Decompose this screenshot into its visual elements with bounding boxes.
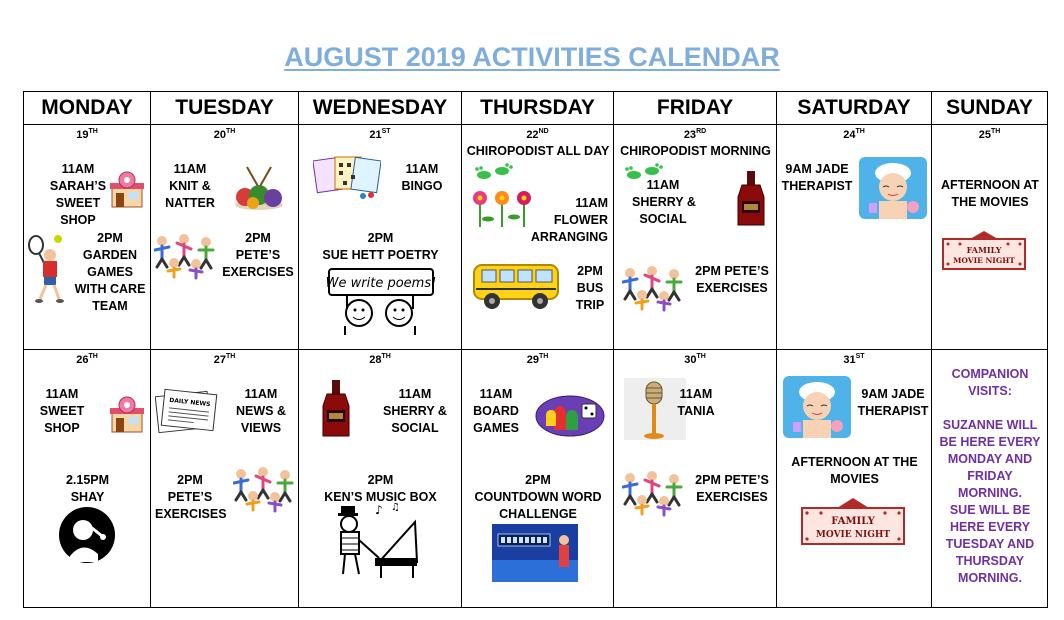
exercise-people-icon [622,265,684,315]
activity-morning: 9AM JADE THERAPIST [781,162,853,193]
day-number: 24TH [843,128,865,141]
day-cell [24,350,151,608]
bus-icon [468,255,564,313]
day-cell [777,125,932,350]
day-number: 28TH [369,353,391,366]
activity-morning: 11AM FLOWER ARRANGING [530,196,608,244]
newspaper-text: DAILY NEWS [168,396,211,409]
day-cell [614,125,777,350]
activity-afternoon: 2PM BUS TRIP [575,264,605,312]
activity-morning-b: 11AM SHERRY & SOCIAL [632,178,696,226]
sherry-bottle-icon [734,169,768,229]
weekday-header: WEDNESDAY [299,92,462,125]
footprints-icon [474,161,514,185]
countdown-show-icon [492,524,578,582]
day-number: 19TH [76,128,98,141]
day-number: 21ST [369,128,391,141]
activity-afternoon: 2PM PETE’S EXERCISES [695,264,769,295]
weekday-header: THURSDAY [462,92,614,125]
movie-night-sign-icon [942,229,1026,273]
svg-text:♪: ♪ [375,503,383,517]
sign-text: FAMILY [831,516,875,527]
svg-text:♫: ♫ [391,502,400,513]
day-cell [24,125,151,350]
activity-morning: 11AM BINGO [401,162,443,193]
weekday-header: FRIDAY [614,92,777,125]
activity-morning: 11AM NEWS & VIEWS [236,387,286,435]
activity-afternoon: 2.15PM SHAY [65,473,110,504]
weekday-header: MONDAY [24,92,151,125]
activity-morning-a: CHIROPODIST MORNING [620,144,771,158]
weekday-header: SUNDAY [932,92,1048,125]
companion-visits-note: COMPANION VISITS: SUZANNE WILL BE HERE EVERY MONDAY AND FRIDAY MORNING. SUE WILL BE HERE EVERY TUESDAY AND THURSDAY MORNING. [939,367,1041,585]
activity-afternoon: 2PM PETE’S EXERCISES [695,473,769,504]
activity-afternoon: AFTERNOON AT THE MOVIES [941,178,1039,209]
day-number: 29TH [526,353,549,366]
exercise-people-icon [622,470,684,520]
day-cell [932,125,1048,350]
sherry-bottle-icon [317,378,355,440]
knitting-yarn-icon [233,165,285,211]
activity-morning: 11AM BOARD GAMES [473,387,519,435]
day-number: 26TH [76,353,98,366]
sweet-shop-icon [108,396,146,434]
newspaper-icon [155,388,219,434]
day-number: 30TH [684,353,706,366]
activity-afternoon: 2PM PETE’S EXERCISES [155,473,227,521]
sign-text: MOVIE NIGHT [815,530,891,540]
movie-night-sign-icon [801,496,905,548]
week-row [24,125,1048,350]
activity-morning: 11AM SHERRY & SOCIAL [383,387,447,435]
day-number: 23RD [683,128,707,141]
week-row [24,350,1048,608]
sweet-shop-icon [108,171,146,209]
day-number: 27TH [213,353,236,366]
activity-afternoon: 2PM GARDEN GAMES WITH CARE TEAM [74,231,146,313]
companion-visits-cell [932,350,1048,608]
day-cell [462,350,614,608]
weekday-header-row [24,92,1048,125]
poem-sign-text: We write poems! [325,276,437,291]
day-number: 31ST [843,353,865,366]
day-cell [777,350,932,608]
day-cell [299,125,462,350]
singer-icon [58,506,116,564]
weekday-header: TUESDAY [151,92,299,125]
activity-afternoon: AFTERNOON AT THE MOVIES [791,455,918,486]
bingo-card-icon [313,153,381,199]
activity-afternoon: 2PM COUNTDOWN WORD CHALLENGE [474,473,602,521]
calendar-title: AUGUST 2019 ACTIVITIES CALENDAR [284,42,780,72]
day-number: 20TH [213,128,236,141]
weekday-header: SATURDAY [777,92,932,125]
activity-afternoon: 2PM SUE HETT POETRY [322,231,439,262]
day-cell [299,350,462,608]
day-number: 22ND [526,128,549,141]
activity-all-day: CHIROPODIST ALL DAY [466,144,610,158]
day-cell [151,350,299,608]
activity-afternoon: 2PM KEN’S MUSIC BOX [324,473,437,504]
activity-morning: 9AM JADE THERAPIST [857,387,929,418]
calendar-table [23,91,1048,608]
activity-morning: 11AM SARAH’S SWEET SHOP [49,162,107,227]
tennis-player-icon [26,233,70,305]
day-cell [614,350,777,608]
exercise-people-icon [233,466,295,516]
sign-text: FAMILY [966,245,1002,255]
spa-therapist-icon [859,157,927,219]
activity-morning: 11AM KNIT & NATTER [165,162,215,210]
sign-text: MOVIE NIGHT [953,256,1015,265]
day-number: 25TH [978,128,1001,141]
exercise-people-icon [154,233,216,283]
board-games-icon [534,390,606,438]
activity-afternoon: 2PM PETE’S EXERCISES [222,231,294,279]
activity-morning: 11AM TANIA [677,387,715,418]
activity-morning: 11AM SWEET SHOP [39,387,85,435]
poetry-sign-icon [325,265,437,335]
day-cell [462,125,614,350]
day-cell [151,125,299,350]
piano-player-icon [335,502,419,578]
spa-therapist-icon [783,376,851,438]
